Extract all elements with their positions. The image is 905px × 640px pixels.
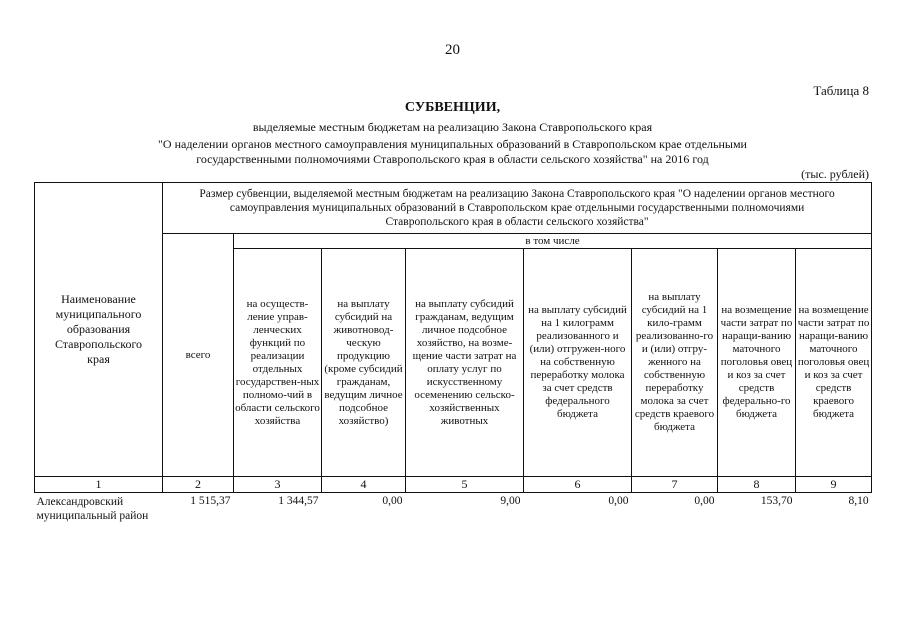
- column-number: 5: [406, 477, 524, 493]
- column-header-3: на осуществ-ление управ-ленческих функций по реализации отдельных государствен-ных полномо-чий в области сельского хозяйства: [234, 249, 322, 477]
- subtitle-line-3: государственными полномочиями Ставропольского края в области сельского хозяйства" на 2016 год: [196, 152, 709, 166]
- subsidies-table: [34, 182, 872, 523]
- column-number: 3: [234, 477, 322, 493]
- column-number: 8: [718, 477, 796, 493]
- subtitle-line-1: выделяемые местным бюджетам на реализацию Закона Ставропольского края: [252, 120, 653, 134]
- column-header-8: на возмещение части затрат по наращи-ванию маточного поголовья овец и коз за счет средств федерально-го бюджета: [718, 249, 796, 477]
- column-header-6: на выплату субсидий на 1 килограмм реализованного и (или) отгружен-ного на собственную переработку молока за счет средств федерального бюджета: [524, 249, 632, 477]
- cell-col-6: 0,00: [608, 495, 629, 507]
- cell-col-4: 0,00: [382, 495, 403, 507]
- total-column-header: всего: [163, 234, 234, 477]
- column-number: 6: [524, 477, 632, 493]
- cell-col-5: 9,00: [500, 495, 521, 507]
- column-number-row: [35, 477, 872, 493]
- name-column-header: Наименование муниципального образования Ставропольского края: [35, 183, 163, 477]
- document-title: СУБВЕНЦИИ,: [404, 100, 501, 115]
- column-header-5: на выплату субсидий гражданам, ведущим личное подсобное хозяйство, на возме-щение части затрат на оплату услуг по искусственному осеменению сельско-хозяйственных животных: [406, 249, 524, 477]
- cell-col-9: 8,10: [848, 495, 869, 507]
- cell-col-3: 1 344,57: [278, 495, 319, 507]
- table-row: [35, 493, 872, 524]
- cell-col-8: 153,70: [760, 495, 793, 507]
- column-header-7: на выплату субсидий на 1 кило-грамм реализованно-го и (или) отгру-женного на собственную переработку молока за счет средств краевого бюджета: [632, 249, 718, 477]
- cell-col-7: 0,00: [694, 495, 715, 507]
- column-number: 2: [163, 477, 234, 493]
- column-number: 7: [632, 477, 718, 493]
- including-header: в том числе: [234, 234, 872, 249]
- row-name: Александровский муниципальный район: [36, 496, 149, 522]
- table-label: Таблица 8: [813, 83, 869, 98]
- units-label: (тыс. рублей): [801, 167, 869, 181]
- cell-total: 1 515,37: [190, 495, 231, 507]
- page-number: 20: [445, 42, 460, 58]
- column-number: 4: [322, 477, 406, 493]
- column-header-4: на выплату субсидий на животновод-ческую продукцию (кроме субсидий гражданам, ведущим личное подсобное хозяйство): [322, 249, 406, 477]
- column-number: 1: [35, 477, 163, 493]
- group-header: Размер субвенции, выделяемой местным бюджетам на реализацию Закона Ставропольского края "О наделении органов местного самоуправления муниципальных образований в Ставропольском крае отдельными государственными полномочиями Ставропольского края в области сельского хозяйства": [163, 183, 872, 234]
- column-header-9: на возмещение части затрат по наращи-ванию маточного поголовья овец и коз за счет средств краевого бюджета: [796, 249, 872, 477]
- column-number: 9: [796, 477, 872, 493]
- subtitle-line-2: "О наделении органов местного самоуправления муниципальных образований в Ставропольском крае отдельными: [158, 137, 747, 151]
